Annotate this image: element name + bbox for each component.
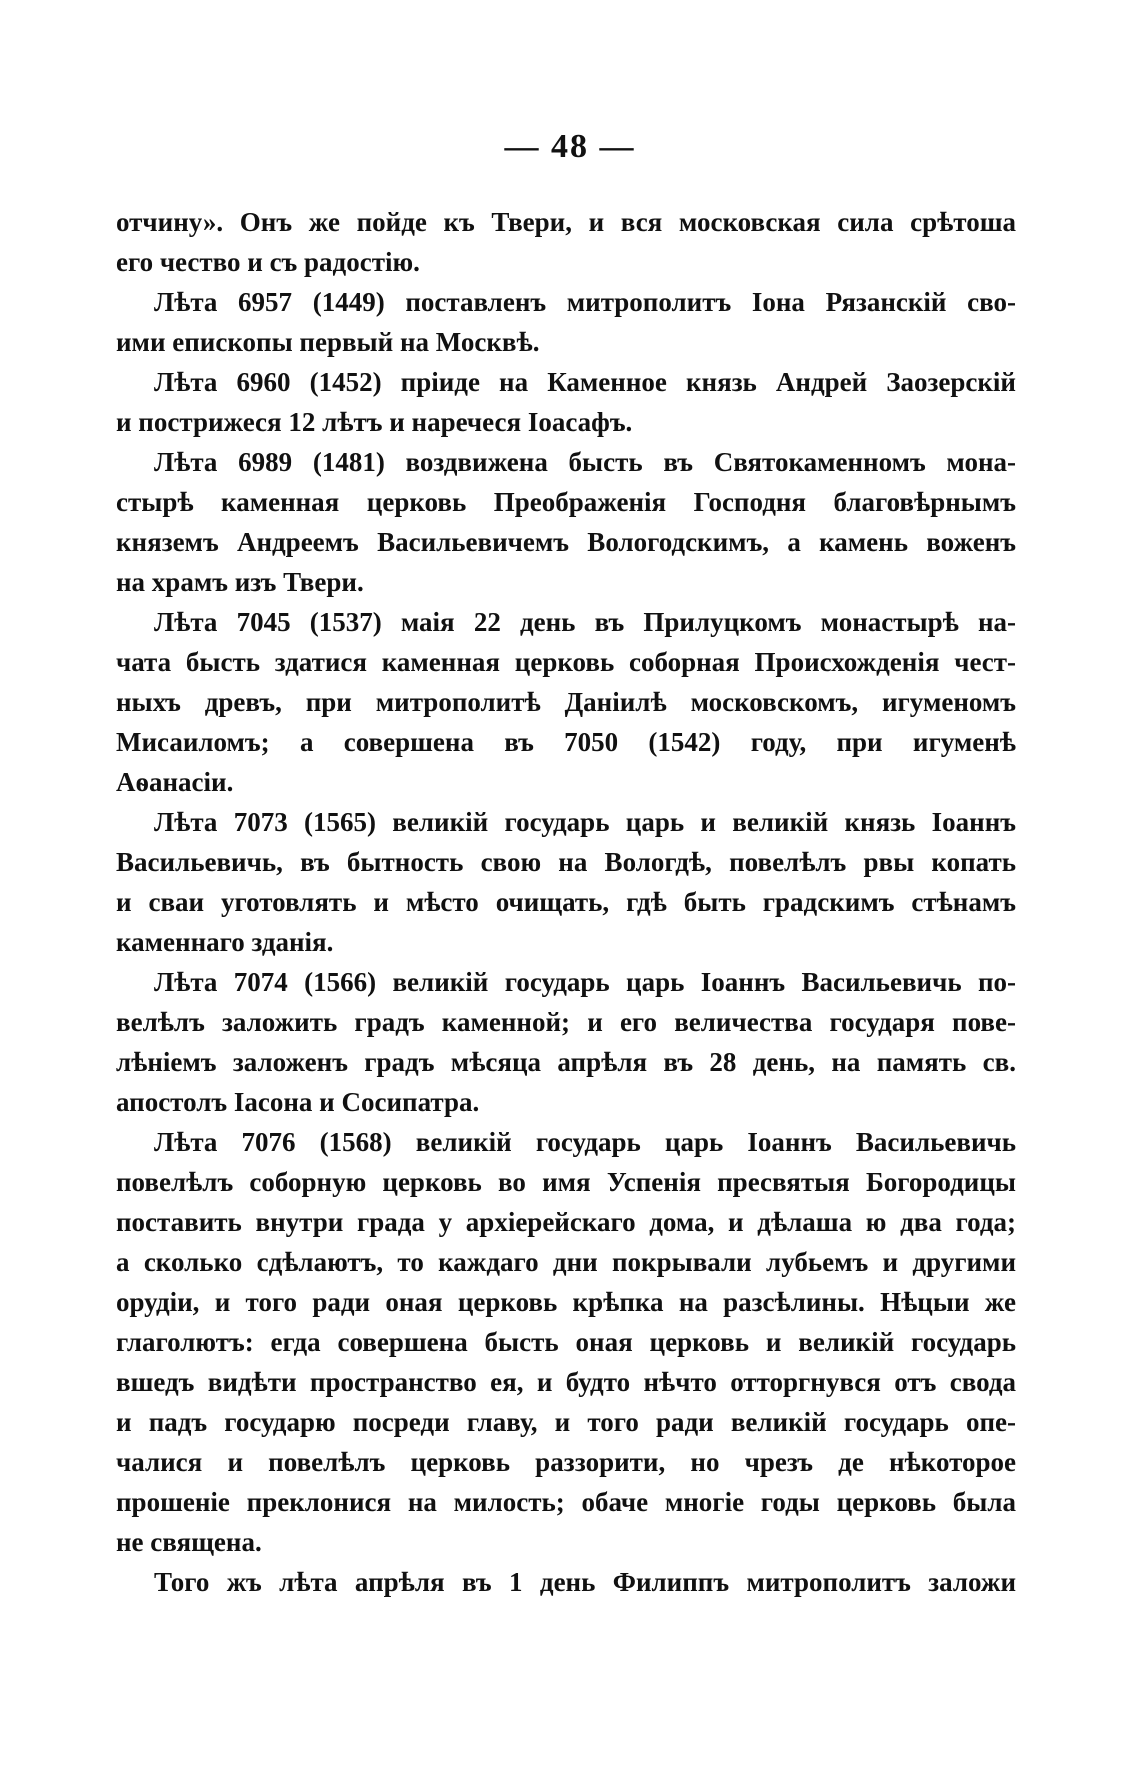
text-line: Лѣта 6989 (1481) воздвижена бысть въ Святокаменномъ мона- (154, 447, 1016, 477)
text-line: Васильевичь, въ бытность свою на Вологдѣ, повелѣлъ рвы копать (116, 847, 1016, 877)
text-line: и сваи уготовлять и мѣсто очищать, гдѣ быть градскимъ стѣнамъ (116, 887, 1016, 917)
text-line: Лѣта 7045 (1537) маія 22 день въ Прилуцкомъ монастырѣ на- (154, 607, 1016, 637)
text-line: прошеніе преклонися на милость; обаче многіе годы церковь была (116, 1487, 1016, 1517)
text-line: велѣлъ заложить градъ каменной; и его величества государя пове- (116, 1007, 1016, 1037)
text-line: княземъ Андреемъ Васильевичемъ Вологодскимъ, а камень воженъ (116, 527, 1016, 557)
text-line: Мисаиломъ; а совершена въ 7050 (1542) году, при игуменѣ (116, 727, 1016, 757)
text-line: Лѣта 6957 (1449) поставленъ митрополитъ Іона Рязанскій сво- (154, 287, 1016, 317)
text-line: каменнаго зданія. (116, 927, 334, 957)
text-line: Лѣта 7076 (1568) великій государь царь Іоаннъ Васильевичь (154, 1127, 1016, 1157)
text-line: на храмъ изъ Твери. (116, 567, 364, 597)
text-line: не священа. (116, 1527, 262, 1557)
text-line: Аѳанасіи. (116, 767, 234, 797)
text-line: поставить внутри града у архіерейскаго дома, и дѣлаша ю два года; (116, 1207, 1016, 1237)
body-text (116, 202, 1016, 1602)
text-line: стырѣ каменная церковь Преображенія Господня благовѣрнымъ (116, 487, 1016, 517)
text-line: ими епископы первый на Москвѣ. (116, 327, 540, 357)
text-line: его чество и съ радостію. (116, 247, 420, 277)
text-line: ныхъ древъ, при митрополитѣ Даніилѣ московскомъ, игуменомъ (116, 687, 1016, 717)
text-line: а сколько сдѣлаютъ, то каждаго дни покрывали лубьемъ и другими (116, 1247, 1016, 1277)
text-line: и падъ государю посреди главу, и того ради великій государь опе- (116, 1407, 1016, 1437)
text-line: чалися и повелѣлъ церковь раззорити, но чрезъ де нѣкоторое (116, 1447, 1016, 1477)
text-line: и пострижеся 12 лѣтъ и наречеся Іоасафъ. (116, 407, 633, 437)
text-line: апостолъ Іасона и Сосипатра. (116, 1087, 480, 1117)
text-line: Лѣта 7074 (1566) великій государь царь Іоаннъ Васильевичь по- (154, 967, 1016, 997)
text-line: глаголютъ: егда совершена бысть оная церковь и великій государь (116, 1327, 1016, 1357)
page-number: — 48 — (504, 128, 636, 165)
text-line: лѣніемъ заложенъ градъ мѣсяца апрѣля въ 28 день, на память св. (116, 1047, 1016, 1077)
text-line: повелѣлъ соборную церковь во имя Успенія пресвятыя Богородицы (116, 1167, 1016, 1197)
text-line: чата бысть здатися каменная церковь соборная Происхожденія чест- (116, 647, 1016, 677)
text-line: Лѣта 6960 (1452) пріиде на Каменное князь Андрей Заозерскій (154, 367, 1016, 397)
text-line: отчину». Онъ же пойде къ Твери, и вся московская сила срѣтоша (116, 207, 1016, 237)
text-line: Лѣта 7073 (1565) великій государь царь и великій князь Іоаннъ (154, 807, 1016, 837)
text-line: орудіи, и того ради оная церковь крѣпка на разсѣлины. Нѣцыи же (116, 1287, 1016, 1317)
text-line: вшедъ видѣти пространство ея, и будто нѣчто отторгнувся отъ свода (116, 1367, 1016, 1397)
text-line: Того жъ лѣта апрѣля въ 1 день Филиппъ митрополитъ заложи (154, 1567, 1016, 1597)
